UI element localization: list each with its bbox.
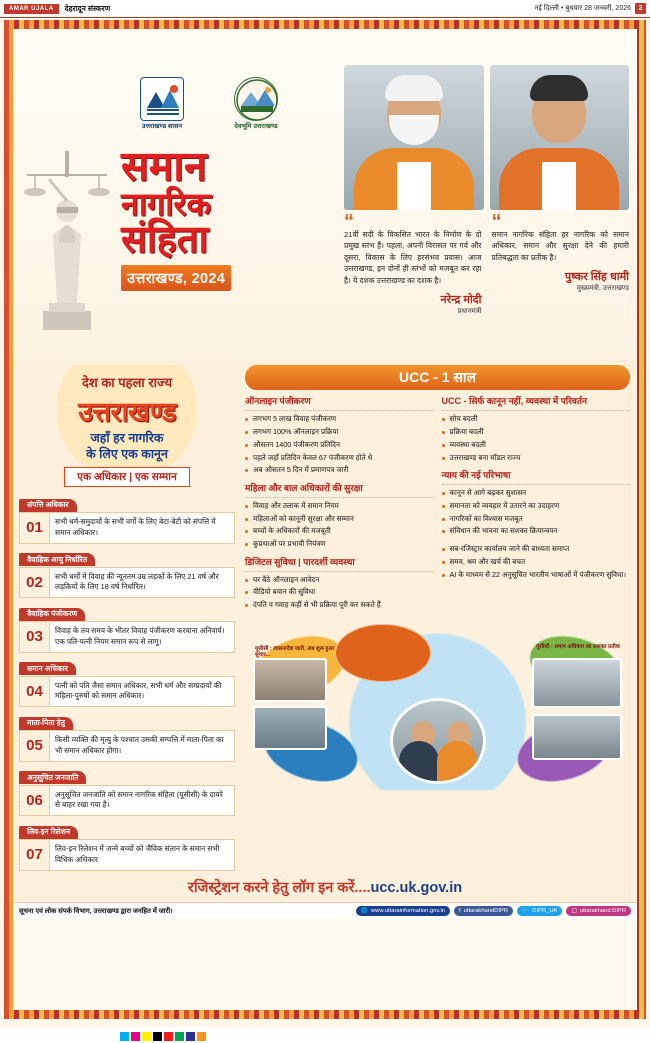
point-number: 01 [20,513,50,542]
registration-cta[interactable] [13,871,637,902]
emblem1-caption: उत्तराखण्ड शासन [141,123,183,130]
emblem2-caption: देवभूमि उत्तराखण्ड [234,123,278,130]
list-item [19,767,235,816]
block-women-child-rights [245,483,434,550]
tagline-line-1: जहाँ हर नागरिक [90,431,164,445]
block-system-change [442,396,631,463]
quote-mark-icon: “ [344,211,354,233]
point-tag: संपत्ति अधिकार [19,499,77,512]
collage-photo-2 [253,706,327,750]
photo-collage [245,620,630,790]
list-item [19,658,235,707]
title-ribbon: उत्तराखण्ड, 2024 [121,265,231,291]
quote-pm-role: प्रधानमंत्री [457,307,482,315]
registration-url[interactable]: ucc.uk.gov.in [370,879,463,896]
point-tag: लिव-इन रिलेशन [19,826,78,839]
list-item: घर बैठे ऑनलाइन आवेदन [245,575,434,585]
instagram-link[interactable] [566,906,631,916]
website-label: www.uttarainformation.gov.in [370,907,445,914]
point-text: सभी धर्मों में विवाह की न्यूनतम उम्र लड़कों के लिए 21 वर्ष और लड़कियों के लिए 18 वर्ष निर्धारित। [55,571,219,592]
list-item: प्रक्रिया बदली [442,427,631,437]
devbhoomi-emblem [217,77,295,130]
title-line-3: संहिता [121,219,209,262]
list-item: बच्चों के अधिकारों की मजबूती [245,526,434,536]
list-item: पहले जहाँ प्रतिदिन केवल 67 पंजीकरण होते थे [245,453,434,463]
list-item: नागरिकों का विश्वास मजबूत [442,514,631,524]
edition-date [534,3,646,14]
quote-cm-text: समान नागरिक संहिता हर नागरिक को समान अधिकार, समान और सुरक्षा देने की हमारी प्रतिबद्धता का प्रतीक है। [491,230,629,262]
list-item: संविधान की भावना का सशक्त क्रियान्वयन [442,526,631,536]
block-title: ऑनलाइन पंजीकरण [245,396,434,411]
footer-issuer: सूचना एवं लोक संपर्क विभाग, उत्तराखण्ड द्वारा जनहित में जारी। [19,908,173,916]
title-line-2: नागरिक [121,185,212,222]
social-links [356,906,631,916]
point-tag: समान अधिकार [19,662,76,675]
list-item: लगभग 5 लाख विवाह पंजीकरण [245,414,434,424]
collage-caption-1: यूसीसी : शासनादेश जारी, अब शुरू हुआ सुधार... [255,645,335,659]
facebook-label: uttarakhandDIPR [463,907,509,914]
collage-photo-4 [532,714,622,760]
instagram-icon: ▢ [571,907,577,914]
point-tag: वैवाहिक आयु निर्धारित [19,553,95,566]
point-tag: अनुसूचित जनजाति [19,771,86,784]
page-number: 2 [635,3,646,14]
list-item: औसतन 1400 पंजीकरण प्रतिदिन [245,440,434,450]
uttarakhand-headline: उत्तराखण्ड [78,397,176,427]
list-item: उत्तराखण्ड बना मॉडल राज्य [442,453,631,463]
photo-chief-minister [490,65,630,210]
point-tag: वैवाहिक पंजीकरण [19,608,85,621]
point-number: 06 [20,786,50,815]
facebook-icon: f [458,907,461,914]
list-item: सोच बदली [442,414,631,424]
twitter-link[interactable] [517,906,562,916]
block-title: न्याय की नई परिभाषा [442,470,631,485]
quote-cm-name: पुष्कर सिंह धामी [564,271,629,284]
collage-center-photo [390,698,486,784]
quote-pm-name: नरेन्द्र मोदी [440,293,482,306]
petal-shape [335,624,431,682]
point-number: 02 [20,568,50,597]
registration-text: रजिस्ट्रेशन करने हेतु लॉग इन करें.... [187,879,371,896]
quote-mark-icon: “ [491,211,502,233]
point-text: पत्नी को पति जैसा समान अधिकार, सभी धर्म और सम्प्रदायों की महिला-पुरुषों को समान अधिकार। [55,680,222,701]
block-title: UCC - सिर्फ कानून नहीं, व्यवस्था में परिवर्तन [442,396,631,411]
list-item: कुप्रथाओं पर प्रभावी नियंत्रण [245,539,434,549]
list-item: अब औसतन 5 दिन में प्रमाणपत्र जारी [245,465,434,475]
list-item: वीडियो बयान की सुविधा [245,587,434,597]
lady-justice-statue [19,115,115,330]
block-extra-benefits [442,544,631,580]
quote-pm [344,211,482,316]
list-item: AI के माध्यम से 22 अनुसूचित भारतीय भाषाओं में पंजीकरण सुविधा। [442,570,631,580]
collage-photo-1 [253,658,327,702]
uttarakhand-government-emblem [123,77,201,130]
list-item [19,549,235,598]
leader-quotes [344,211,629,316]
cmyk-registration-marks [120,1032,206,1041]
body-columns [13,359,637,871]
quote-cm [491,211,630,316]
state-highlight-box [19,365,235,489]
government-emblems [123,77,295,130]
title-line-1: समान [121,143,207,189]
point-text: लिव-इन रिलेशन में जन्मे बच्चों को जैविक संतान के समान सभी विधिक अधिकार [55,844,220,864]
website-link[interactable] [356,906,450,916]
point-number: 05 [20,731,50,760]
list-item: समय, श्रम और खर्च की बचत [442,557,631,567]
list-item [19,712,235,761]
block-new-definition-justice [442,470,631,537]
photo-prime-minister [344,65,484,210]
twitter-icon: 🐦 [522,907,530,914]
ucc-one-year-banner: UCC - 1 साल [245,365,630,390]
list-item: समानता को व्यवहार में उतारने का उदाहरण [442,501,631,511]
print-color-bar [0,1027,650,1043]
one-right-one-respect-badge: एक अधिकार | एक सम्मान [64,467,190,487]
left-column [13,359,241,871]
newspaper-topbar [0,0,650,18]
edition-label: देहरादून संस्करण [64,3,111,13]
list-item: कानून से आगे बढ़कर सुशासन [442,488,631,498]
list-item: व्यवस्था बदली [442,440,631,450]
block-title: महिला और बाल अधिकारों की सुरक्षा [245,483,434,498]
point-number: 07 [20,840,50,869]
point-tag: माता-पिता हेतु [19,717,73,730]
point-number: 03 [20,622,50,651]
point-text: अनुसूचित जनजाति को समान नागरिक संहिता (यूसीसी) के दायरे से बाहर रखा गया है। [55,789,223,810]
quote-cm-role: मुख्यमंत्री, उत्तराखण्ड [576,285,629,293]
tagline-line-2: के लिए एक कानून [86,446,168,461]
list-item: लगभग 100% ऑनलाइन प्रक्रिया [245,427,434,437]
main-title [121,143,311,291]
facebook-link[interactable] [454,906,513,916]
block-digital-facility [245,557,434,611]
date-text: नई दिल्ली • बुधवार 28 जनवरी, 2026 [534,5,631,12]
collage-caption-2: यूसीसी : समान अधिकार का सशक्त प्रतीक [536,643,620,650]
right-subcolumn-1 [245,396,434,618]
right-subcolumn-2 [442,396,631,618]
list-item: सब-रजिस्ट्रार कार्यालय जाने की बाध्यता समाप्त [442,544,631,554]
point-number: 04 [20,677,50,706]
list-item [19,821,235,870]
advertisement-content [13,29,637,1010]
twitter-label: DIPR_UK [532,907,558,914]
list-item [19,603,235,652]
list-item: विवाह और तलाक में समान नियम [245,501,434,511]
leader-photos [344,65,629,210]
devbhoomi-icon [234,77,278,121]
newspaper-logo: AMAR UJALA [4,4,59,14]
state-emblem-icon [140,77,184,121]
block-title: डिजिटल सुविधा | पारदर्शी व्यवस्था [245,557,434,572]
list-item: महिलाओं को कानूनी सुरक्षा और सम्मान [245,514,434,524]
quote-pm-text: 21वीं सदी के विकसित भारत के निर्माण के दो प्रमुख स्तंभ हैं। पहला, अपनी विरासत पर गर्व और दूसरा, विकास के लिए हरसंभव प्रयास। आज उत्तराखण्ड, इन दोनों ही स्तंभों को मजबूत कर रहा है। ये दशक उत्तराखण्ड का दशक है। [344,230,482,285]
collage-photo-3 [532,658,622,708]
hero-section [13,29,637,359]
point-text: विवाह के तय समय के भीतर विवाह पंजीकरण करवाना अनिवार्य। एक पति-पत्नी नियम समान रूप से लागू। [55,626,225,646]
point-text: किसी व्यक्ति की मृत्यु के पश्चात उसकी सम्पत्ति में माता-पिता का भी समान अधिकार होगा। [55,735,224,755]
desh-ka-pehla-label: देश का पहला राज्य [81,375,173,390]
point-text: सभी धर्म-समुदायों के सभी वर्गों के लिए बेटा-बेटी को संपत्ति में समान अधिकार। [55,517,216,537]
block-online-registration [245,396,434,476]
right-column [241,359,637,871]
globe-icon: 🌐 [360,907,368,914]
footer-bar [13,902,637,919]
list-item [19,494,235,543]
list-item: दंपति व गवाह कहीं से भी प्रक्रिया पूरी कर सकते हैं [245,600,434,610]
instagram-label: uttarakhand DIPR [579,907,626,914]
